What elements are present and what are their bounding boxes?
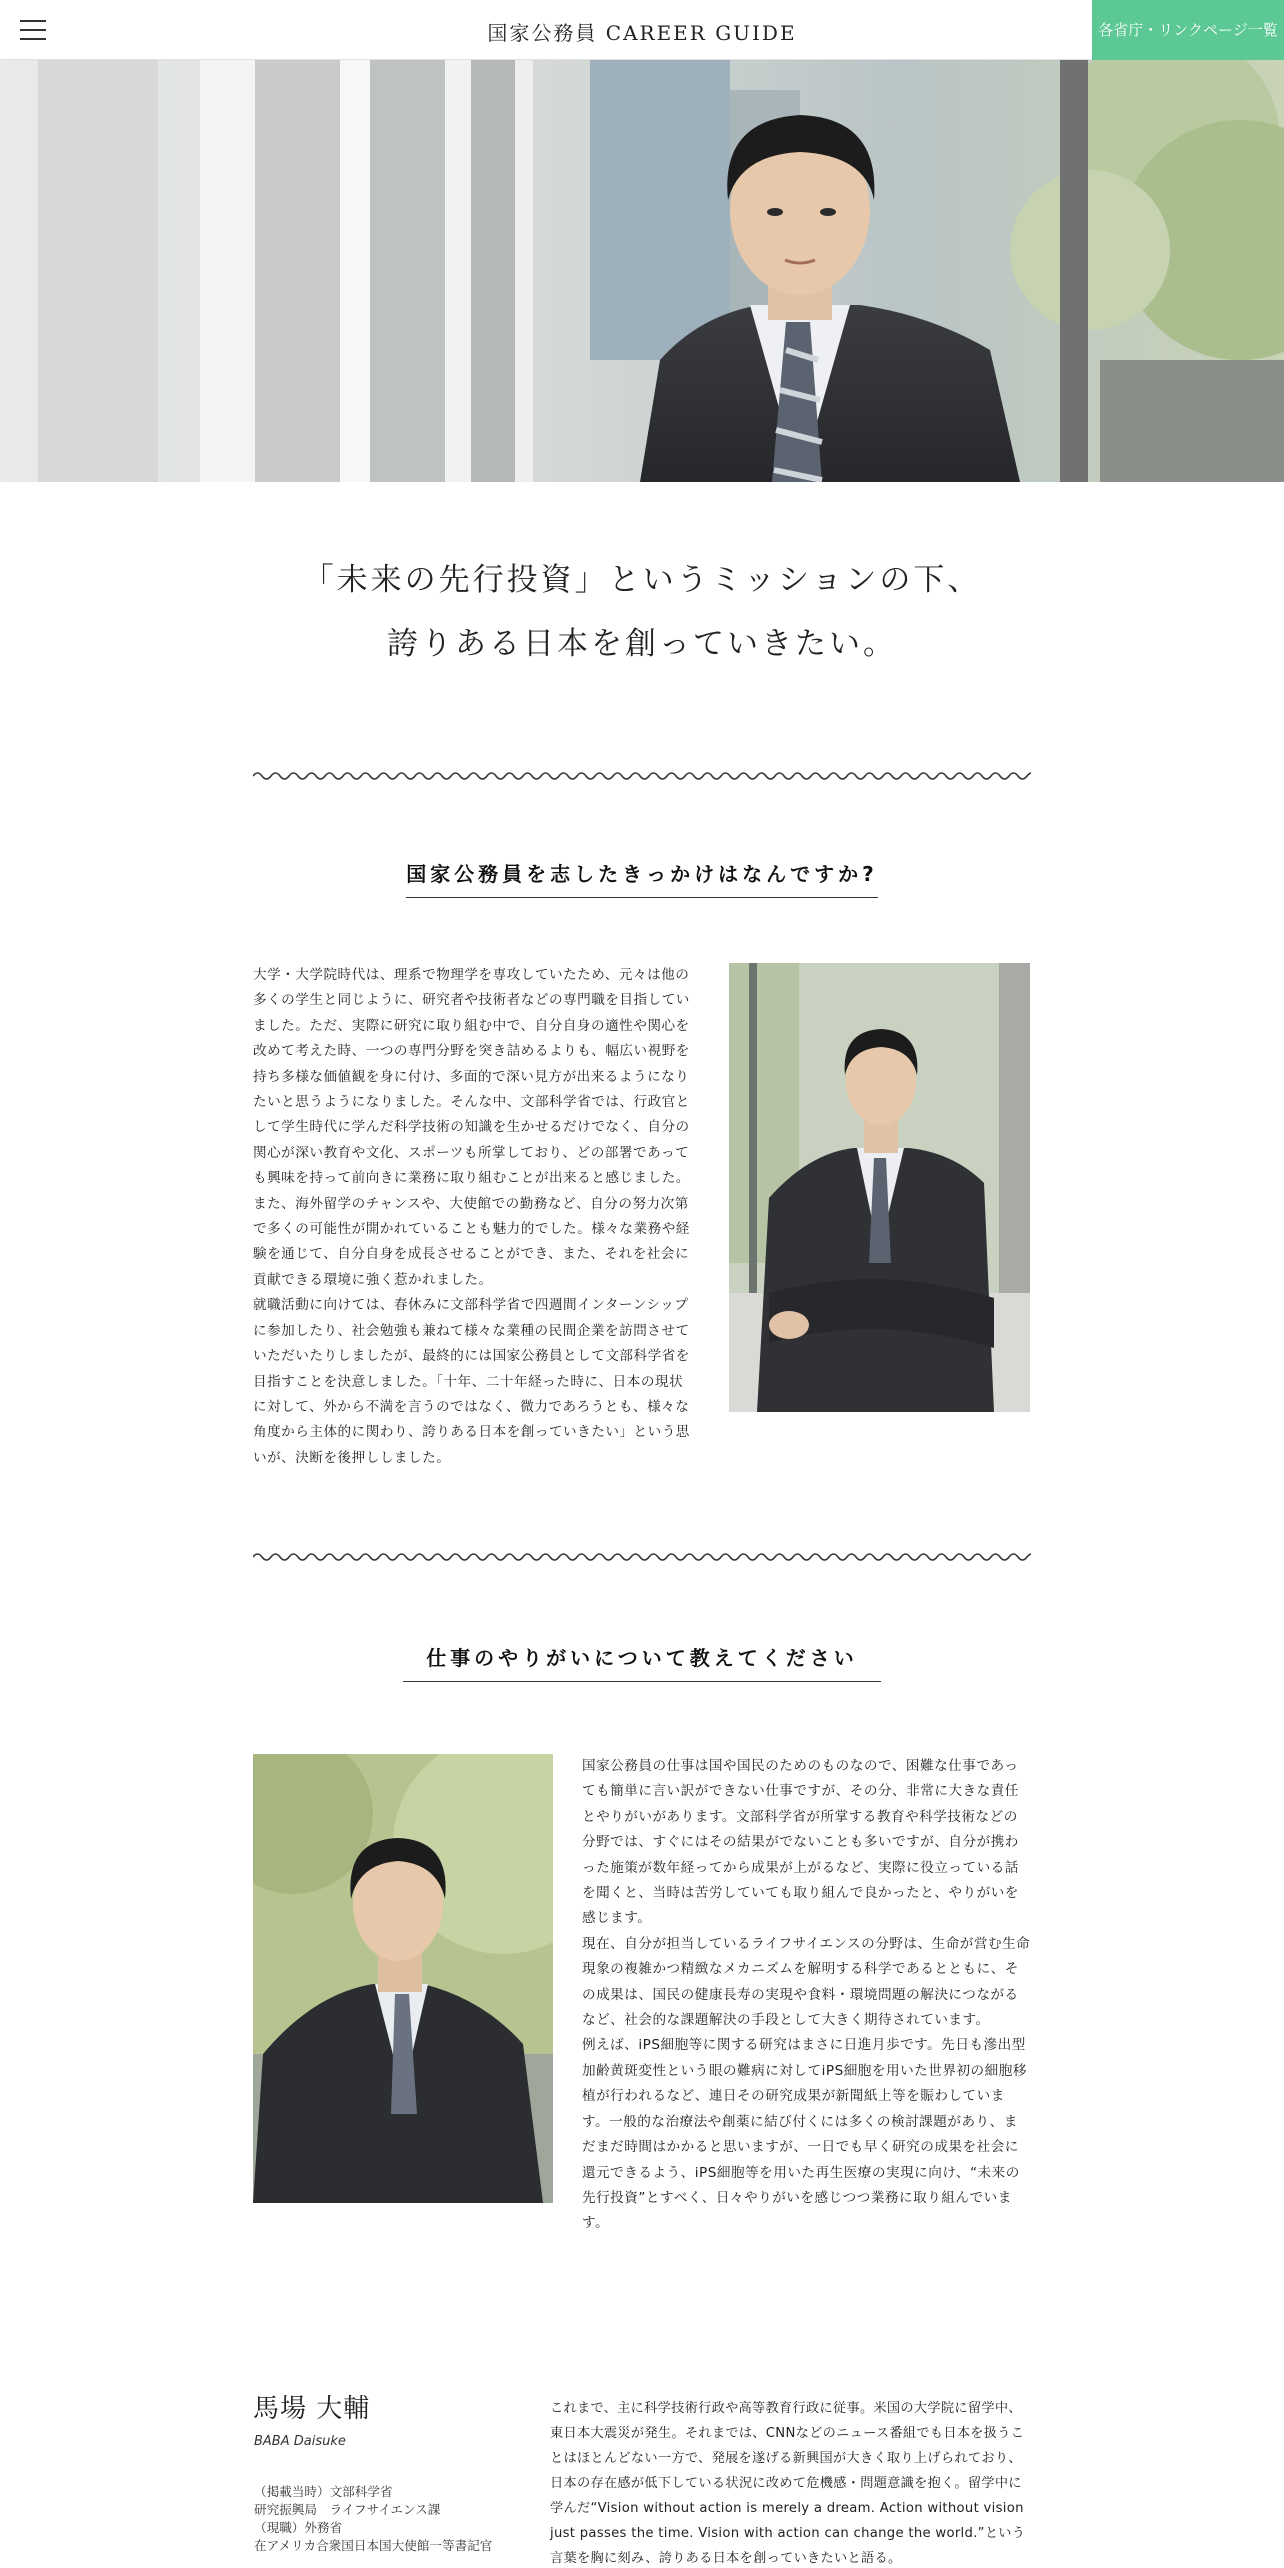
profile-role-line: 在アメリカ合衆国日本国大使館一等書記官 <box>254 2538 493 2553</box>
profile-role-line: （現職）外務省 <box>254 2520 343 2535</box>
section-1-paragraph: 大学・大学院時代は、理系で物理学を専攻していたため、元々は他の多くの学生と同じように、研究者や技術者などの専門職を目指していました。ただ、実際に研究に取り組む中で、自分自身の適性や関心を改めて考えた時、一つの専門分野を突き詰めるよりも、幅広い視野を持ち多様な価値観を身に付け、多面的で深い見方が出来るようになりたいと思うようになりました。そんな中、文部科学省では、行政官として学生時代に学んだ科学技術の知識を生かせるだけでなく、自分の関心が深い教育や文化、スポーツも所掌しており、どの部署であっても興味を持って前向きに業務に取り組むことが出来ると感じました。また、海外留学のチャンスや、大使館での勤務など、自分の努力次第で多くの可能性が開かれていることも魅力的でした。様々な業務や経験を通じて、自分自身を成長させることができ、また、それを社会に貢献できる環境に強く惹かれました。 <box>253 967 690 1288</box>
profile-romaji: BABA Daisuke <box>254 2434 346 2449</box>
profile-bio: これまで、主に科学技術行政や高等教育行政に従事。米国の大学院に留学中、東日本大震災が発生。それまでは、CNNなどのニュース番組でも日本を扱うことはほとんどない一方で、発展を遂げる新興国が大きく取り上げられており、日本の存在感が低下している状況に改めて危機感・問題意識を抱く。留学中に学んだ“Vision without action is merely a dream. Action without vision just passes the time. Vision with action can change the world.”という言葉を胸に刻み、誇りある日本を創っていきたいと語る。 <box>550 2401 1026 2566</box>
section-2-body <box>582 1754 1031 2237</box>
wave-divider <box>253 1550 1031 1564</box>
headline-line-2: 誇りある日本を創っていきたい。 <box>387 626 897 662</box>
agency-links-button[interactable]: 各省庁・リンクページ一覧 <box>1092 0 1284 60</box>
profile-role <box>254 2483 494 2555</box>
section-2-question-text: 仕事のやりがいについて教えてください <box>403 1642 881 1682</box>
section-1-question-text: 国家公務員を志したきっかけはなんですか? <box>406 858 878 898</box>
site-title[interactable]: 国家公務員 CAREER GUIDE <box>487 21 797 45</box>
wave-divider <box>253 769 1031 783</box>
section-2-paragraph: 現在、自分が担当しているライフサイエンスの分野は、生命が営む生命現象の複雑かつ精緻なメカニズムを解明する科学であるとともに、その成果は、国民の健康長寿の実現や食料・環境問題の解決につながるなど、社会的な課題解決の手段として大きく期待されています。 <box>582 1935 1031 2029</box>
section-1-question <box>0 858 1284 898</box>
section-2-paragraph: 例えば、iPS細胞等に関する研究はまさに日進月歩です。先日も滲出型加齢黄斑変性という眼の難病に対してiPS細胞を用いた世界初の細胞移植が行われるなど、連日その研究成果が新聞紙上等を賑わしています。一般的な治療法や創薬に結び付くには多くの検討課題があり、まだまだ時間はかかると思いますが、一日でも早く研究の成果を社会に還元できるよう、iPS細胞等を用いた再生医療の実現に向け、“未来の先行投資”とすべく、日々やりがいを感じつつ業務に取り組んでいます。 <box>582 2037 1027 2232</box>
section-1-body <box>253 963 690 1471</box>
headline-line-1: 「未来の先行投資」というミッションの下、 <box>302 562 982 598</box>
portrait-photo-crossed-arms <box>729 963 1030 1412</box>
profile-name: 馬場 大輔 <box>253 2394 371 2424</box>
hero-photo <box>0 60 1284 482</box>
profile-role-line: 研究振興局 ライフサイエンス課 <box>254 2502 441 2517</box>
page-headline <box>0 548 1284 676</box>
section-2-question <box>0 1642 1284 1682</box>
profile-role-line: （掲載当時）文部科学省 <box>254 2484 393 2499</box>
site-header <box>0 0 1284 60</box>
section-1-paragraph: 就職活動に向けては、春休みに文部科学省で四週間インターンシップに参加したり、社会勉強も兼ねて様々な業種の民間企業を訪問させていただいたりしましたが、最終的には国家公務員として文部科学省を目指すことを決意しました。「十年、二十年経った時に、日本の現状に対して、外から不満を言うのではなく、微力であろうとも、様々な角度から主体的に関わり、誇りある日本を創っていきたい」という思いが、決断を後押ししました。 <box>253 1297 690 1466</box>
section-2-paragraph: 国家公務員の仕事は国や国民のためのものなので、困難な仕事であっても簡単に言い訳ができない仕事ですが、その分、非常に大きな責任とやりがいがあります。文部科学省が所掌する教育や科学技術などの分野では、すぐにはその結果がでないことも多いですが、自分が携わった施策が数年経ってから成果が上がるなど、実際に役立っている話を聞くと、当時は苦労していても取り組んで良かったと、やりがいを感じます。 <box>582 1758 1019 1927</box>
portrait-photo-side <box>253 1754 553 2203</box>
